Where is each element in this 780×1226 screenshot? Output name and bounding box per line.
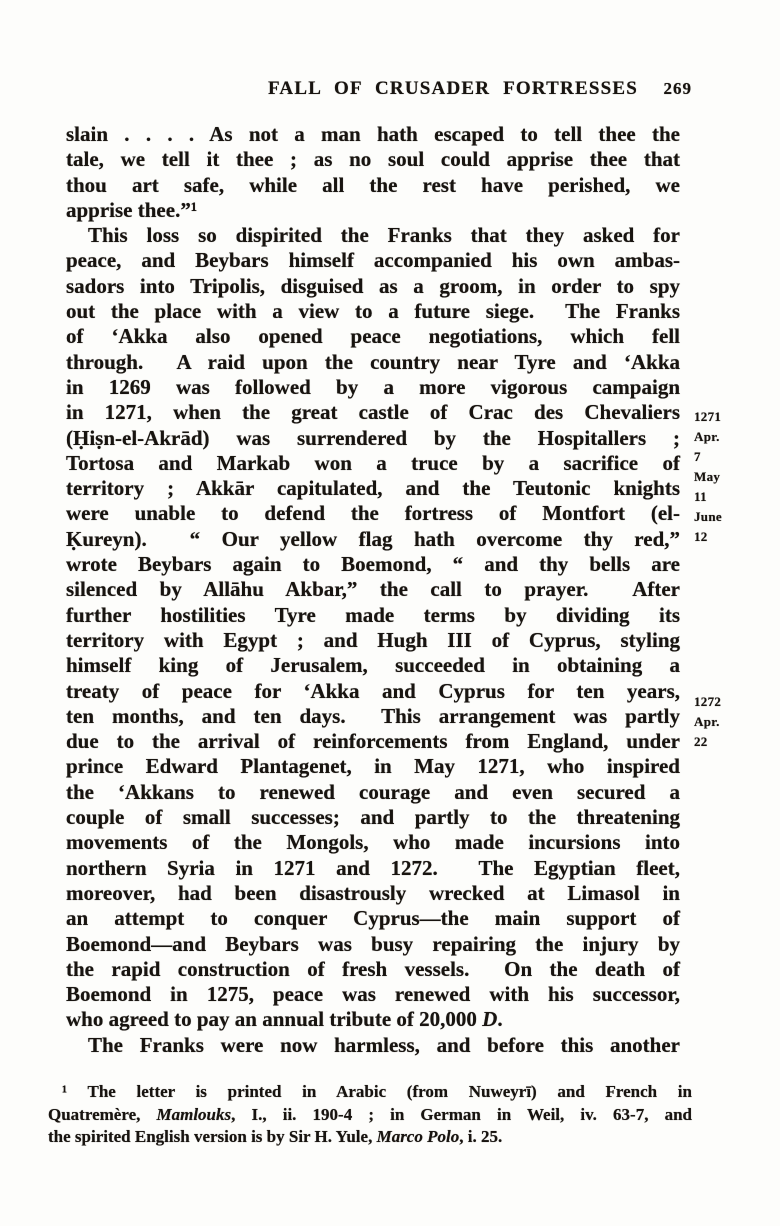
text-line: silenced by Allāhu Akbar,” the call to prayer. After bbox=[66, 577, 680, 602]
margin-date: 22 bbox=[694, 734, 708, 749]
text-segment: the spirited English version is by Sir H. Yule, bbox=[48, 1127, 377, 1146]
text-line: moreover, had been disastrously wrecked at Limasol in bbox=[66, 880, 680, 905]
text-line: an attempt to conquer Cyprus—the main support of bbox=[66, 906, 680, 931]
text-line: due to the arrival of reinforcements from England, under bbox=[66, 729, 680, 754]
text-line: (Ḥiṣn-el-Akrād) was surrendered by the Hospitallers ; bbox=[66, 425, 680, 450]
margin-date: Apr. bbox=[694, 429, 720, 444]
body-text bbox=[66, 122, 680, 1058]
footnote bbox=[48, 1081, 692, 1149]
italic-text: Marco Polo bbox=[376, 1127, 460, 1146]
margin-date: 7 bbox=[694, 449, 701, 464]
margin-date: May bbox=[694, 469, 721, 484]
text-line: of ‘Akka also opened peace negotiations, which fell bbox=[66, 324, 680, 349]
text-line: prince Edward Plantagenet, in May 1271, who inspired bbox=[66, 754, 680, 779]
text-segment: , i. 25. bbox=[459, 1127, 503, 1146]
text-line: in 1271, when the great castle of Crac des Chevaliers bbox=[66, 400, 680, 425]
text-line: peace, and Beybars himself accompanied his own ambas- bbox=[66, 248, 680, 273]
italic-text: D bbox=[482, 1007, 498, 1032]
text-line: slain . . . . As not a man hath escaped to tell thee the bbox=[66, 122, 680, 146]
text-line: were unable to defend the fortress of Montfort (el- bbox=[66, 501, 680, 526]
italic-text: Mamlouks bbox=[156, 1104, 232, 1124]
text-segment: . bbox=[497, 1007, 503, 1032]
margin-date: 11 bbox=[694, 489, 707, 504]
footnote-line bbox=[48, 1126, 692, 1149]
footnote-line bbox=[48, 1081, 692, 1104]
text-line: This loss so dispirited the Franks that they asked for bbox=[88, 223, 680, 248]
text-line: tale, we tell it thee ; as no soul could apprise thee that bbox=[66, 147, 680, 172]
margin-date: 12 bbox=[694, 529, 708, 544]
text-line: apprise thee.”¹ bbox=[66, 197, 198, 222]
text-line: the rapid construction of fresh vessels. On the death of bbox=[66, 956, 680, 981]
text-line: himself king of Jerusalem, succeeded in obtaining a bbox=[66, 653, 680, 678]
text-line: Boemond in 1275, peace was renewed with his successor, bbox=[66, 982, 680, 1007]
text-line: couple of small successes; and partly to the threatening bbox=[66, 805, 680, 830]
text-line: through. A raid upon the country near Tyre and ‘Akka bbox=[66, 349, 680, 374]
text-line: territory with Egypt ; and Hugh III of Cyprus, styling bbox=[66, 627, 680, 652]
margin-date: 1271 bbox=[694, 409, 722, 424]
text-line: out the place with a view to a future siege. The Franks bbox=[66, 299, 680, 324]
text-segment: Quatremère, bbox=[48, 1104, 157, 1124]
text-segment: , I., ii. 190-4 ; in German in Weil, iv. 63-7, and bbox=[231, 1104, 692, 1124]
margin-note-1271 bbox=[694, 407, 756, 547]
margin-note-1272 bbox=[694, 692, 756, 752]
margin-date: Apr. bbox=[694, 714, 720, 729]
text-line bbox=[66, 1007, 680, 1032]
text-line: sadors into Tripolis, disguised as a groom, in order to spy bbox=[66, 273, 680, 298]
text-line: the ‘Akkans to renewed courage and even secured a bbox=[66, 779, 680, 804]
footnote-line bbox=[48, 1104, 692, 1127]
text-line: treaty of peace for ‘Akka and Cyprus for ten years, bbox=[66, 678, 680, 703]
margin-date: June bbox=[694, 509, 722, 524]
margin-date: 1272 bbox=[694, 694, 722, 709]
text-line: in 1269 was followed by a more vigorous campaign bbox=[66, 374, 680, 399]
text-segment: ¹ The letter is printed in Arabic (from Nuweyrī) and French in bbox=[62, 1082, 692, 1101]
text-line: ten months, and ten days. This arrangement was partly bbox=[66, 703, 680, 728]
text-segment: who agreed to pay an annual tribute of 20,000 bbox=[66, 1007, 483, 1032]
text-line: thou art safe, while all the rest have perished, we bbox=[66, 172, 680, 197]
chapter-header: FALL OF CRUSADER FORTRESSES bbox=[268, 78, 638, 99]
running-header bbox=[0, 76, 780, 102]
text-line: Tortosa and Markab won a truce by a sacrifice of bbox=[66, 450, 680, 475]
text-line: The Franks were now harmless, and before this another bbox=[88, 1032, 680, 1057]
text-line: movements of the Mongols, who made incursions into bbox=[66, 830, 680, 855]
text-line: territory ; Akkār capitulated, and the Teutonic knights bbox=[66, 476, 680, 501]
text-line: northern Syria in 1271 and 1272. The Egyptian fleet, bbox=[66, 855, 680, 880]
text-line: wrote Beybars again to Boemond, “ and thy bells are bbox=[66, 552, 680, 577]
page-number: 269 bbox=[663, 79, 692, 98]
text-line: further hostilities Tyre made terms by dividing its bbox=[66, 602, 680, 627]
text-line: Ḳureyn). “ Our yellow flag hath overcome thy red,” bbox=[66, 526, 680, 551]
text-line: Boemond—and Beybars was busy repairing the injury by bbox=[66, 931, 680, 956]
